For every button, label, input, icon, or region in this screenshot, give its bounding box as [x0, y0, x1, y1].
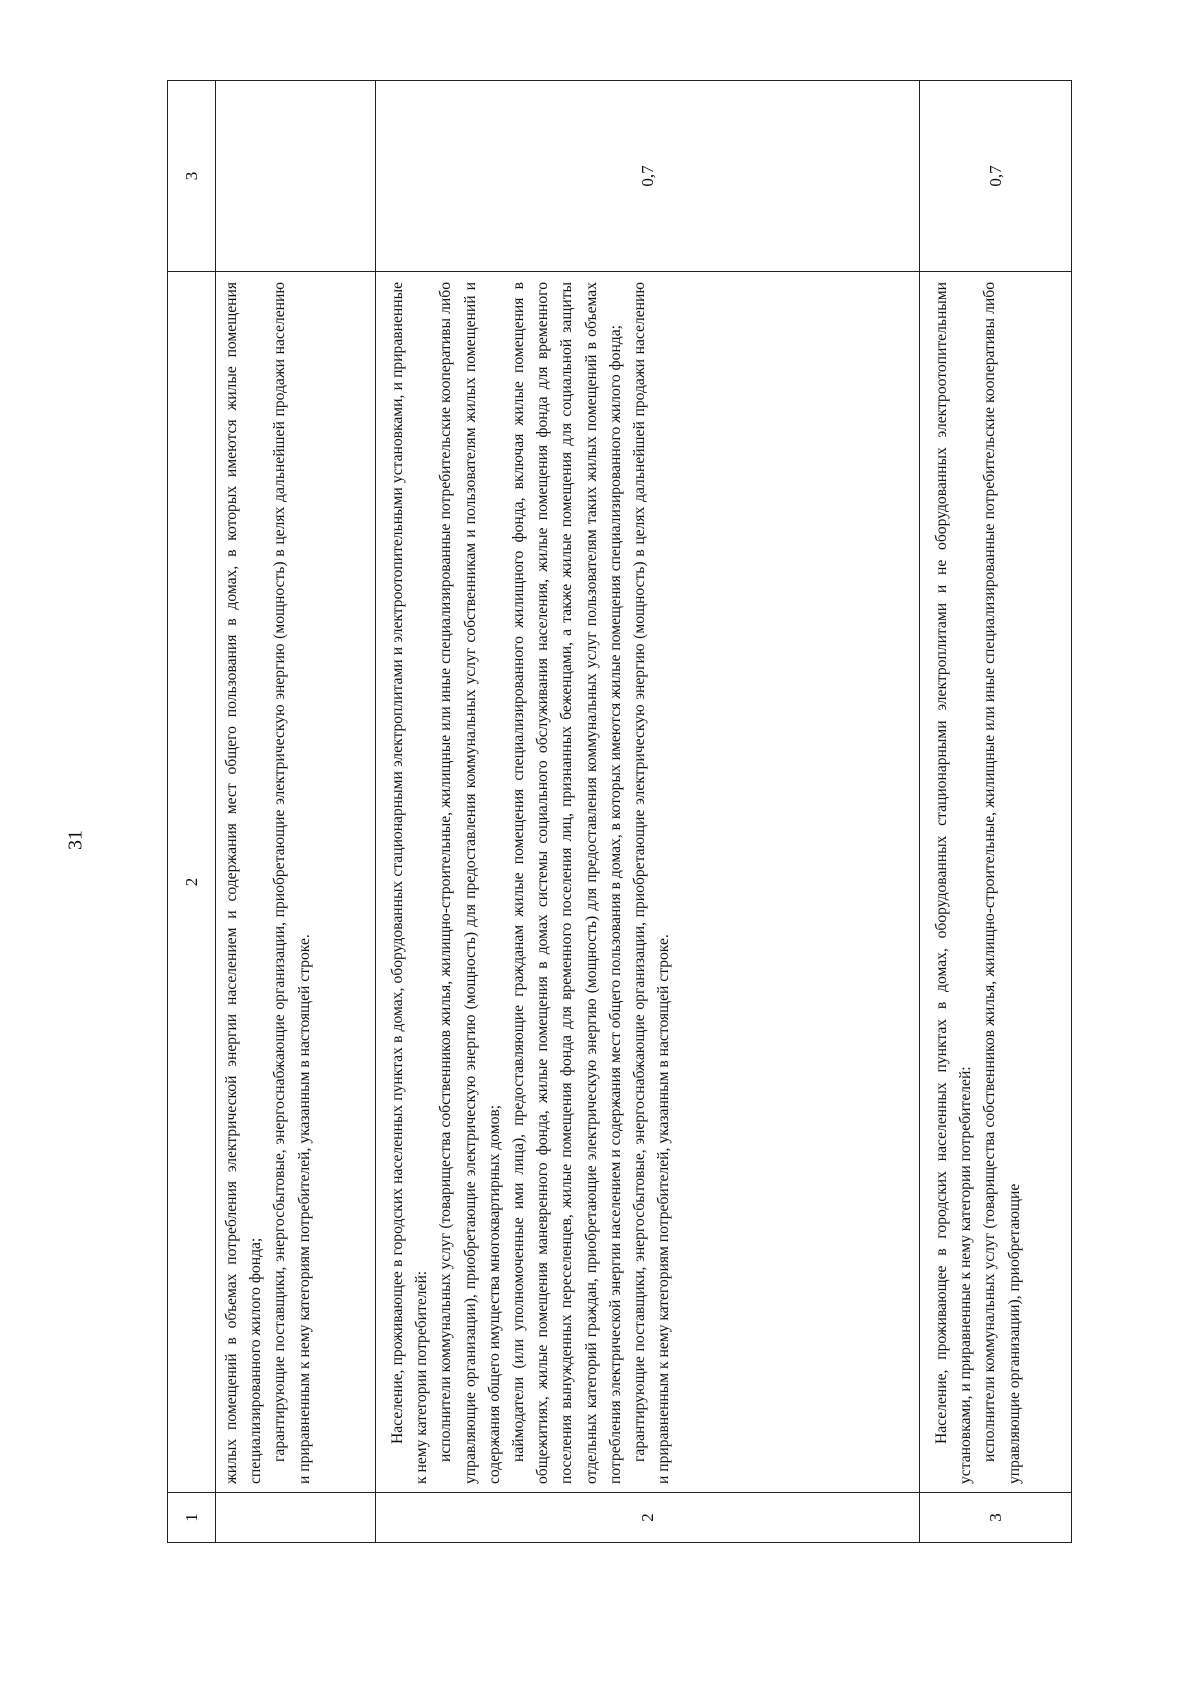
- row-number: 3: [920, 1492, 1071, 1542]
- tariff-table: [167, 80, 1072, 1543]
- row-value: 0,7: [985, 165, 1005, 187]
- row-paragraph: гарантирующие поставщики, энергосбытовые, энергоснабжающие организации, приобретающие электрическую энергию (мощность) в целях дальнейшей продажи населению и приравненным к нему категориям потребителей, указанным в настоящей строке.: [631, 282, 673, 1484]
- row-paragraph: Население, проживающее в городских населенных пунктах в домах, оборудованных стационарными электроплитами и не оборудованных электроотопительными установками, и приравненные к нему категории потребителей:: [933, 282, 975, 1484]
- row-description: [920, 271, 1071, 1492]
- row-paragraph: гарантирующие поставщики, энергосбытовые, энергоснабжающие организации, приобретающие электрическую энергию (мощность) в целях дальнейшей продажи населению и приравненным к нему категориям потребителей, указанным в настоящей строке.: [271, 282, 313, 1484]
- page-number: 31: [64, 830, 87, 850]
- row-paragraph: Население, проживающее в городских населенных пунктах в домах, оборудованных стационарными электроплитами и электроотопительными установками, и приравненные к нему категории потребителей:: [389, 282, 431, 1484]
- header-col-3: 3: [181, 171, 201, 181]
- header-col-2: 2: [168, 271, 215, 1492]
- table-header-row: [168, 81, 216, 1542]
- row-value: 0,7: [637, 165, 657, 187]
- row-number: 2: [376, 1492, 919, 1542]
- table-row: [376, 81, 920, 1542]
- row-paragraph: исполнители коммунальных услуг (товарищества собственников жилья, жилищно-строительные, жилищные или иные специализированные потребительские кооперативы либо управляющие организации), приобретающие электрическую энергию (мощность) для предоставления коммунальных услуг собственникам и пользователям жилых помещений и содержания общего имущества многоквартирных домов;: [437, 282, 503, 1484]
- row-value: [216, 81, 375, 271]
- row-description: [216, 271, 375, 1492]
- row-paragraph: жилых помещений в объемах потребления электрической энергии населением и содержания мест общего пользования в домах, в которых имеются жилые помещения специализированного жилого фонда;: [223, 282, 265, 1484]
- table-row: [216, 81, 376, 1542]
- row-paragraph: наймодатели (или уполномоченные ими лица), предоставляющие гражданам жилые помещения специализированного жилищного фонда, включая жилые помещения в общежитиях, жилые помещения маневренного фонда, жилые помещения в домах системы социального обслуживания населения, жилые помещения фонда для временного поселения вынужденных переселенцев, жилые помещения фонда для временного поселения лиц, признанных беженцами, а также жилые помещения для социальной защиты отдельных категорий граждан, приобретающие электрическую энергию (мощность) для предоставления коммунальных услуг пользователям таких жилых помещений в объемах потребления электрической энергии населением и содержания мест общего пользования в домах, в которых имеются жилые помещения специализированного жилого фонда;: [510, 282, 624, 1484]
- row-paragraph: исполнители коммунальных услуг (товарищества собственников жилья, жилищно-строительные, жилищные или иные специализированные потребительские кооперативы либо управляющие организации), приобретающие: [981, 282, 1023, 1484]
- table-row: [920, 81, 1071, 1542]
- row-description: [376, 271, 919, 1492]
- header-col-1: 1: [168, 1492, 215, 1542]
- row-number: [216, 1492, 375, 1542]
